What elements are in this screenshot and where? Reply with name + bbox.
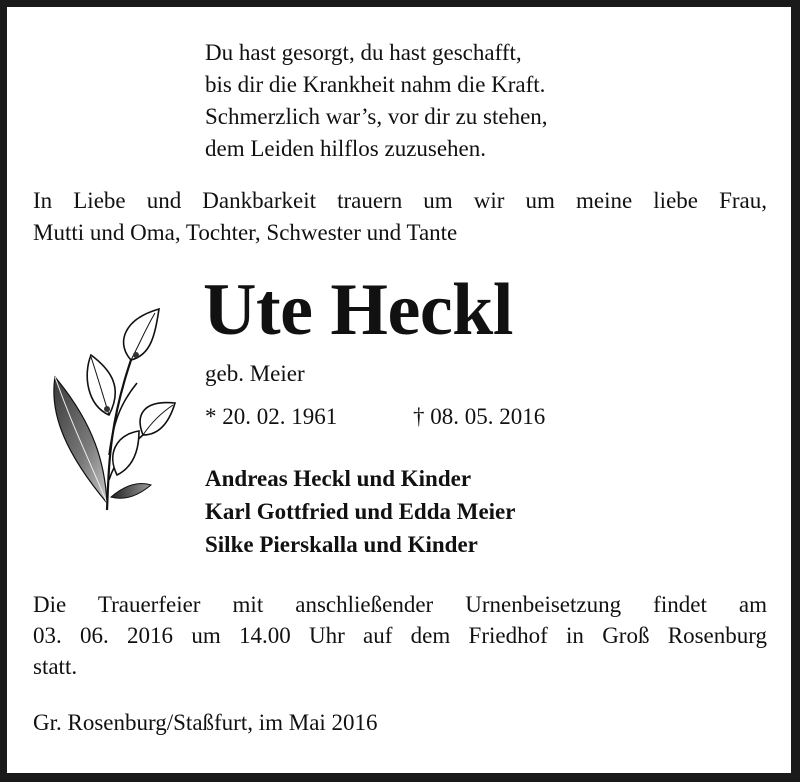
birth-date: * 20. 02. 1961 [205,404,338,429]
place-date: Gr. Rosenburg/Staßfurt, im Mai 2016 [33,710,378,735]
ceremony-line: Die Trauerfeier mit anschließender Urnenbeisetzung findet am [33,592,767,617]
intro-line: In Liebe und Dankbarkeit trauern um wir um meine liebe Frau, [33,188,767,213]
obituary-card [7,7,791,773]
life-dates [205,402,546,432]
mourner: Silke Pierskalla und Kinder [205,532,478,557]
intro-text [33,185,767,249]
poem-line: bis dir die Krankheit nahm die Kraft. [205,72,546,97]
poem [205,37,548,165]
ceremony-line: statt. [33,654,78,679]
poem-line: dem Leiden hilflos zuzusehen. [205,136,487,161]
deceased-name: Ute Heckl [203,269,513,351]
mourner: Karl Gottfried und Edda Meier [205,499,516,524]
death-date: † 08. 05. 2016 [413,404,546,429]
mourner: Andreas Heckl und Kinder [205,466,472,491]
ceremony-line: 03. 06. 2016 um 14.00 Uhr auf dem Friedhof in Groß Rosenburg [33,623,767,648]
poem-line: Du hast gesorgt, du hast geschafft, [205,40,522,65]
mourners-list [205,462,515,561]
ceremony-notice [33,589,767,682]
maiden-name: geb. Meier [205,361,305,386]
intro-line: Mutti und Oma, Tochter, Schwester und Tante [33,220,458,245]
calla-lily-icon [47,305,177,520]
poem-line: Schmerzlich war’s, vor dir zu stehen, [205,104,548,129]
